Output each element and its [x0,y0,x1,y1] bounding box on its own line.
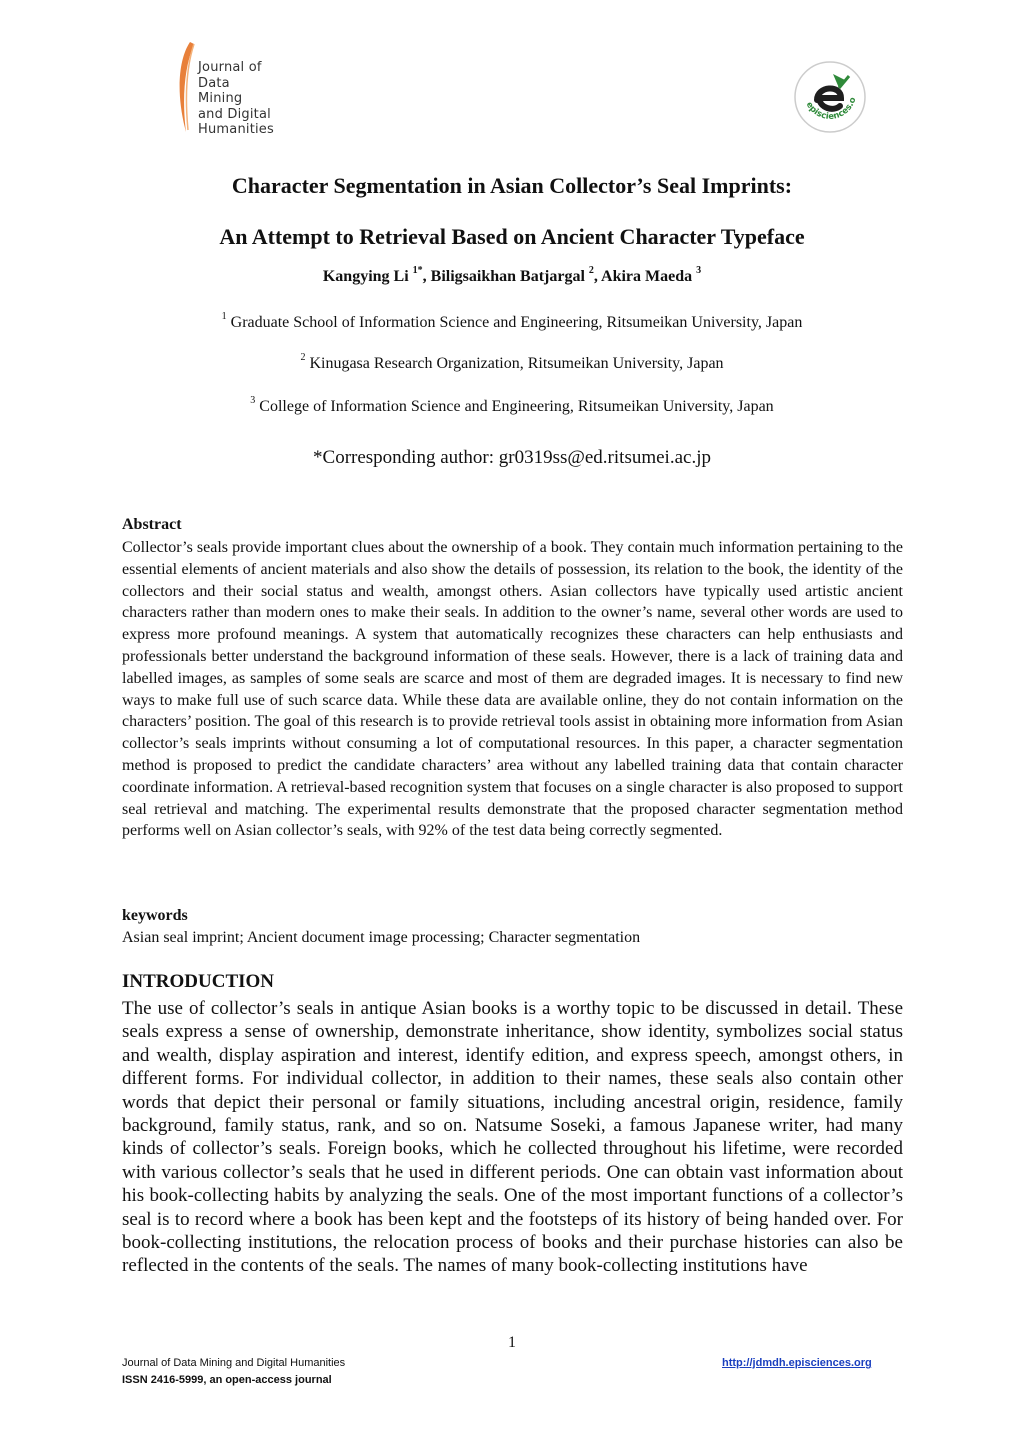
author-name: Kangying Li [322,268,409,285]
episciences-logo [793,60,867,134]
journal-logo-line: Humanities [198,122,274,137]
journal-logo-line: Data Mining [198,75,243,106]
journal-logo [176,40,274,137]
paper-title-line1: Character Segmentation in Asian Collector’s Seal Imprints: [231,173,793,198]
author-name: Biligsaikhan Batjargal [430,268,585,285]
paper-title-line2: An Attempt to Retrieval Based on Ancient Character Typeface [219,224,805,249]
author-sup: 1* [412,265,423,276]
footer-journal-name: Journal of Data Mining and Digital Humanities [122,1357,346,1369]
page-number: 1 [508,1334,516,1351]
author-sup: 3 [696,265,702,276]
keywords-text: Asian seal imprint; Ancient document image processing; Character segmentation [122,929,641,946]
corresponding-author: *Corresponding author: gr0319ss@ed.ritsumei.ac.jp [313,447,711,468]
author-sup: 2 [588,265,594,276]
author-list [0,265,1024,286]
affiliation-sup: 3 [250,395,256,406]
footer-journal-link[interactable]: http://jdmdh.episciences.org [722,1357,872,1369]
journal-logo-line: and Digital [198,106,271,122]
introduction-heading: INTRODUCTION [122,971,275,992]
introduction-text: The use of collector’s seals in antique Asian books is a worthy topic to be discussed in detail. These seals express a sense of ownership, demonstrate inheritance, show identity, symbolizes social status and wealth, display aspiration and interest, identify edition, and express speech, amongst others, in different forms. For individual collector, in addition to their names, these seals also contain other words that depict their personal or family situations, including ancestral origin, residence, family background, family status, rank, and so on. Natsume Soseki, a famous Japanese writer, had many kinds of collector’s seals. Foreign books, which he collected throughout his lifetime, were recorded with various collector’s seals that he used in different periods. One can obtain vast information about his book-collecting habits by analyzing the seals. One of the most important functions of a collector’s seal is to record where a book has been kept and the footsteps of its history of being handed over. For book-collecting institutions, the relocation process of books and their purchase histories can also be reflected in the contents of the seals. The names of many book-collecting institutions have [122,998,903,1277]
journal-logo-line: Journal of [198,60,262,75]
author-name: Akira Maeda [601,268,693,285]
abstract-text: Collector’s seals provide important clues about the ownership of a book. They contain much information pertaining to the essential elements of ancient materials and also show the details of possession, its relation to the book, the identity of the collectors and their social status and wealth, amongst others. Asian collectors have typically used artistic ancient characters rather than modern ones to make their seals. In addition to the owner’s name, several other words are used to express more profound meanings. A system that automatically recognizes these characters can help enthusiasts and professionals better understand the background information of these seals. However, there is a lack of training data and labelled images, as samples of some seals are scarce and most of them are degraded images. It is necessary to find new ways to make full use of such scarce data. While these data are available online, they do not contain information on the characters’ position. The goal of this research is to provide retrieval tools assist in obtaining more information from Asian collector’s seals imprints without consuming a lot of computational resources. In this paper, a character segmentation method is proposed to predict the candidate characters’ area without any labelled training data that contain character coordinate information. A retrieval-based recognition system that focuses on a single character is also proposed to support seal retrieval and matching. The experimental results demonstrate that the proposed character segmentation method performs well on Asian collector’s seals, with 92% of the test data being correctly segmented. [122,539,903,840]
affiliation-sup: 2 [300,352,306,363]
author-separator: , [422,268,431,285]
abstract-heading: Abstract [122,516,182,533]
journal-logo-text [198,60,274,138]
episciences-logo-label: episciences.o [803,96,859,122]
affiliation-text: Graduate School of Information Science and Engineering, Ritsumeikan University, Japan [230,314,803,331]
keywords-heading: keywords [122,907,188,924]
footer-issn: ISSN 2416-5999, an open-access journal [122,1374,332,1386]
affiliation-text: Kinugasa Research Organization, Ritsumeikan University, Japan [309,355,724,372]
author-separator: , [593,268,602,285]
episciences-logo-icon [793,60,867,134]
affiliation [0,311,1024,332]
affiliation-text: College of Information Science and Engineering, Ritsumeikan University, Japan [259,398,774,415]
affiliation [0,395,1024,416]
affiliation [0,352,1024,373]
affiliation-sup: 1 [221,311,227,322]
